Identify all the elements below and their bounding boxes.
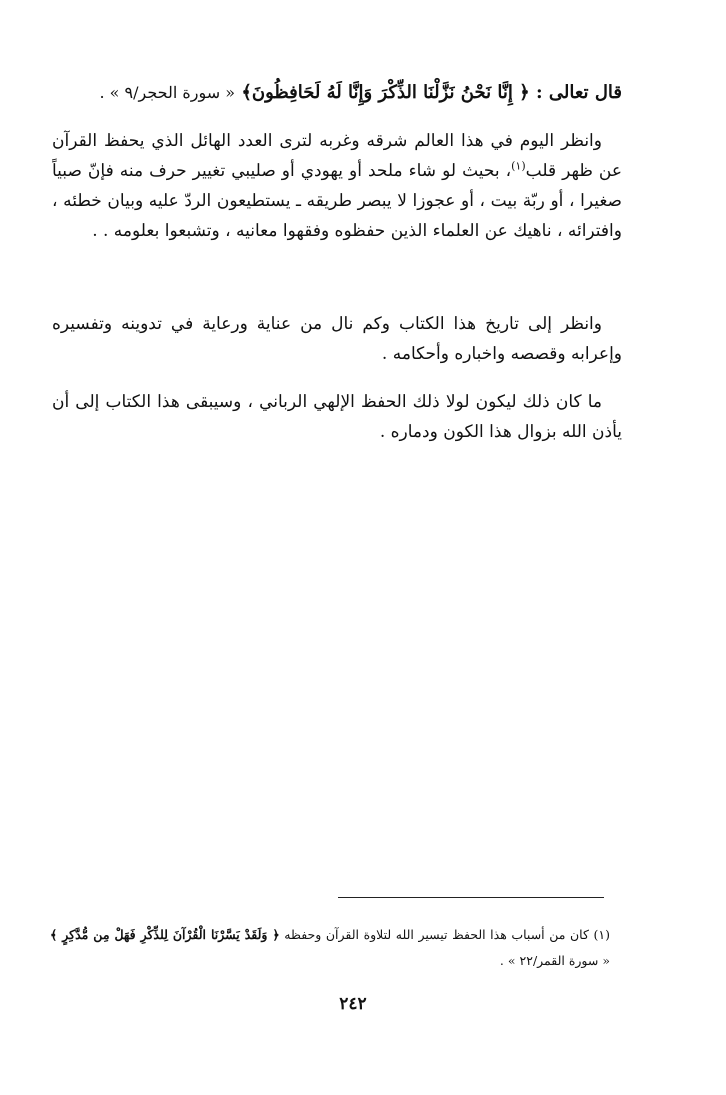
verse-intro: قال تعالى : (535, 82, 622, 103)
paragraph-1-text-a: وانظر اليوم في هذا العالم شرقه وغربه لترى العدد الهائل الذي يحفظ القرآن عن ظهر قلب (52, 131, 622, 181)
verse-quote: ﴿ إِنَّا نَحْنُ نَزَّلْنَا الذِّكْرَ وَإِنَّا لَهُ لَحَافِظُونَ﴾ (241, 82, 530, 103)
paragraph-2: وانظر إلى تاريخ هذا الكتاب وكم نال من عناية ورعاية في تدوينه وتفسيره وإعرابه وقصصه واخباره وأحكامه . (52, 314, 622, 364)
footnote-reference-marker: (١) (511, 159, 526, 173)
paragraph-1-text-b: ، بحيث لو شاء ملحد أو يهودي أو صليبي تغيير حرف منه فإنّ صبياً صغيرا ، أو ربّة بيت ، أو عجوزا لا يبصر طريقه ـ يستطيعون الردّ عليه وبيان خطئه ، وافترائه ، ناهيك عن العلماء الذين حفظوه وفقهوا معانيه ، وتشبعوا بعلومه . . (52, 161, 622, 241)
paragraph-1 (52, 126, 622, 288)
page-number: ٢٤٢ (339, 994, 367, 1014)
paragraph-3: ما كان ذلك ليكون لولا ذلك الحفظ الإلهي الرباني ، وسيبقى هذا الكتاب إلى أن يأذن الله بزوال هذا الكون ودماره . (52, 392, 622, 442)
footnote (50, 922, 610, 976)
footnote-reference: « سورة القمر/٢٢ » . (499, 953, 610, 968)
verse-line (52, 78, 622, 108)
footnote-separator (338, 897, 604, 898)
footnote-marker: (١) (593, 927, 610, 942)
footnote-text: كان من أسباب هذا الحفظ تيسير الله لتلاوة القرآن وحفظه (284, 927, 589, 942)
footnote-quote: ﴿ وَلَقَدْ يَسَّرْنَا الْقُرْآنَ لِلذِّكْرِ فَهَلْ مِن مُّدَّكِرٍ ﴾ (50, 927, 280, 942)
verse-reference: « سورة الحجر/٩ » . (99, 83, 236, 102)
